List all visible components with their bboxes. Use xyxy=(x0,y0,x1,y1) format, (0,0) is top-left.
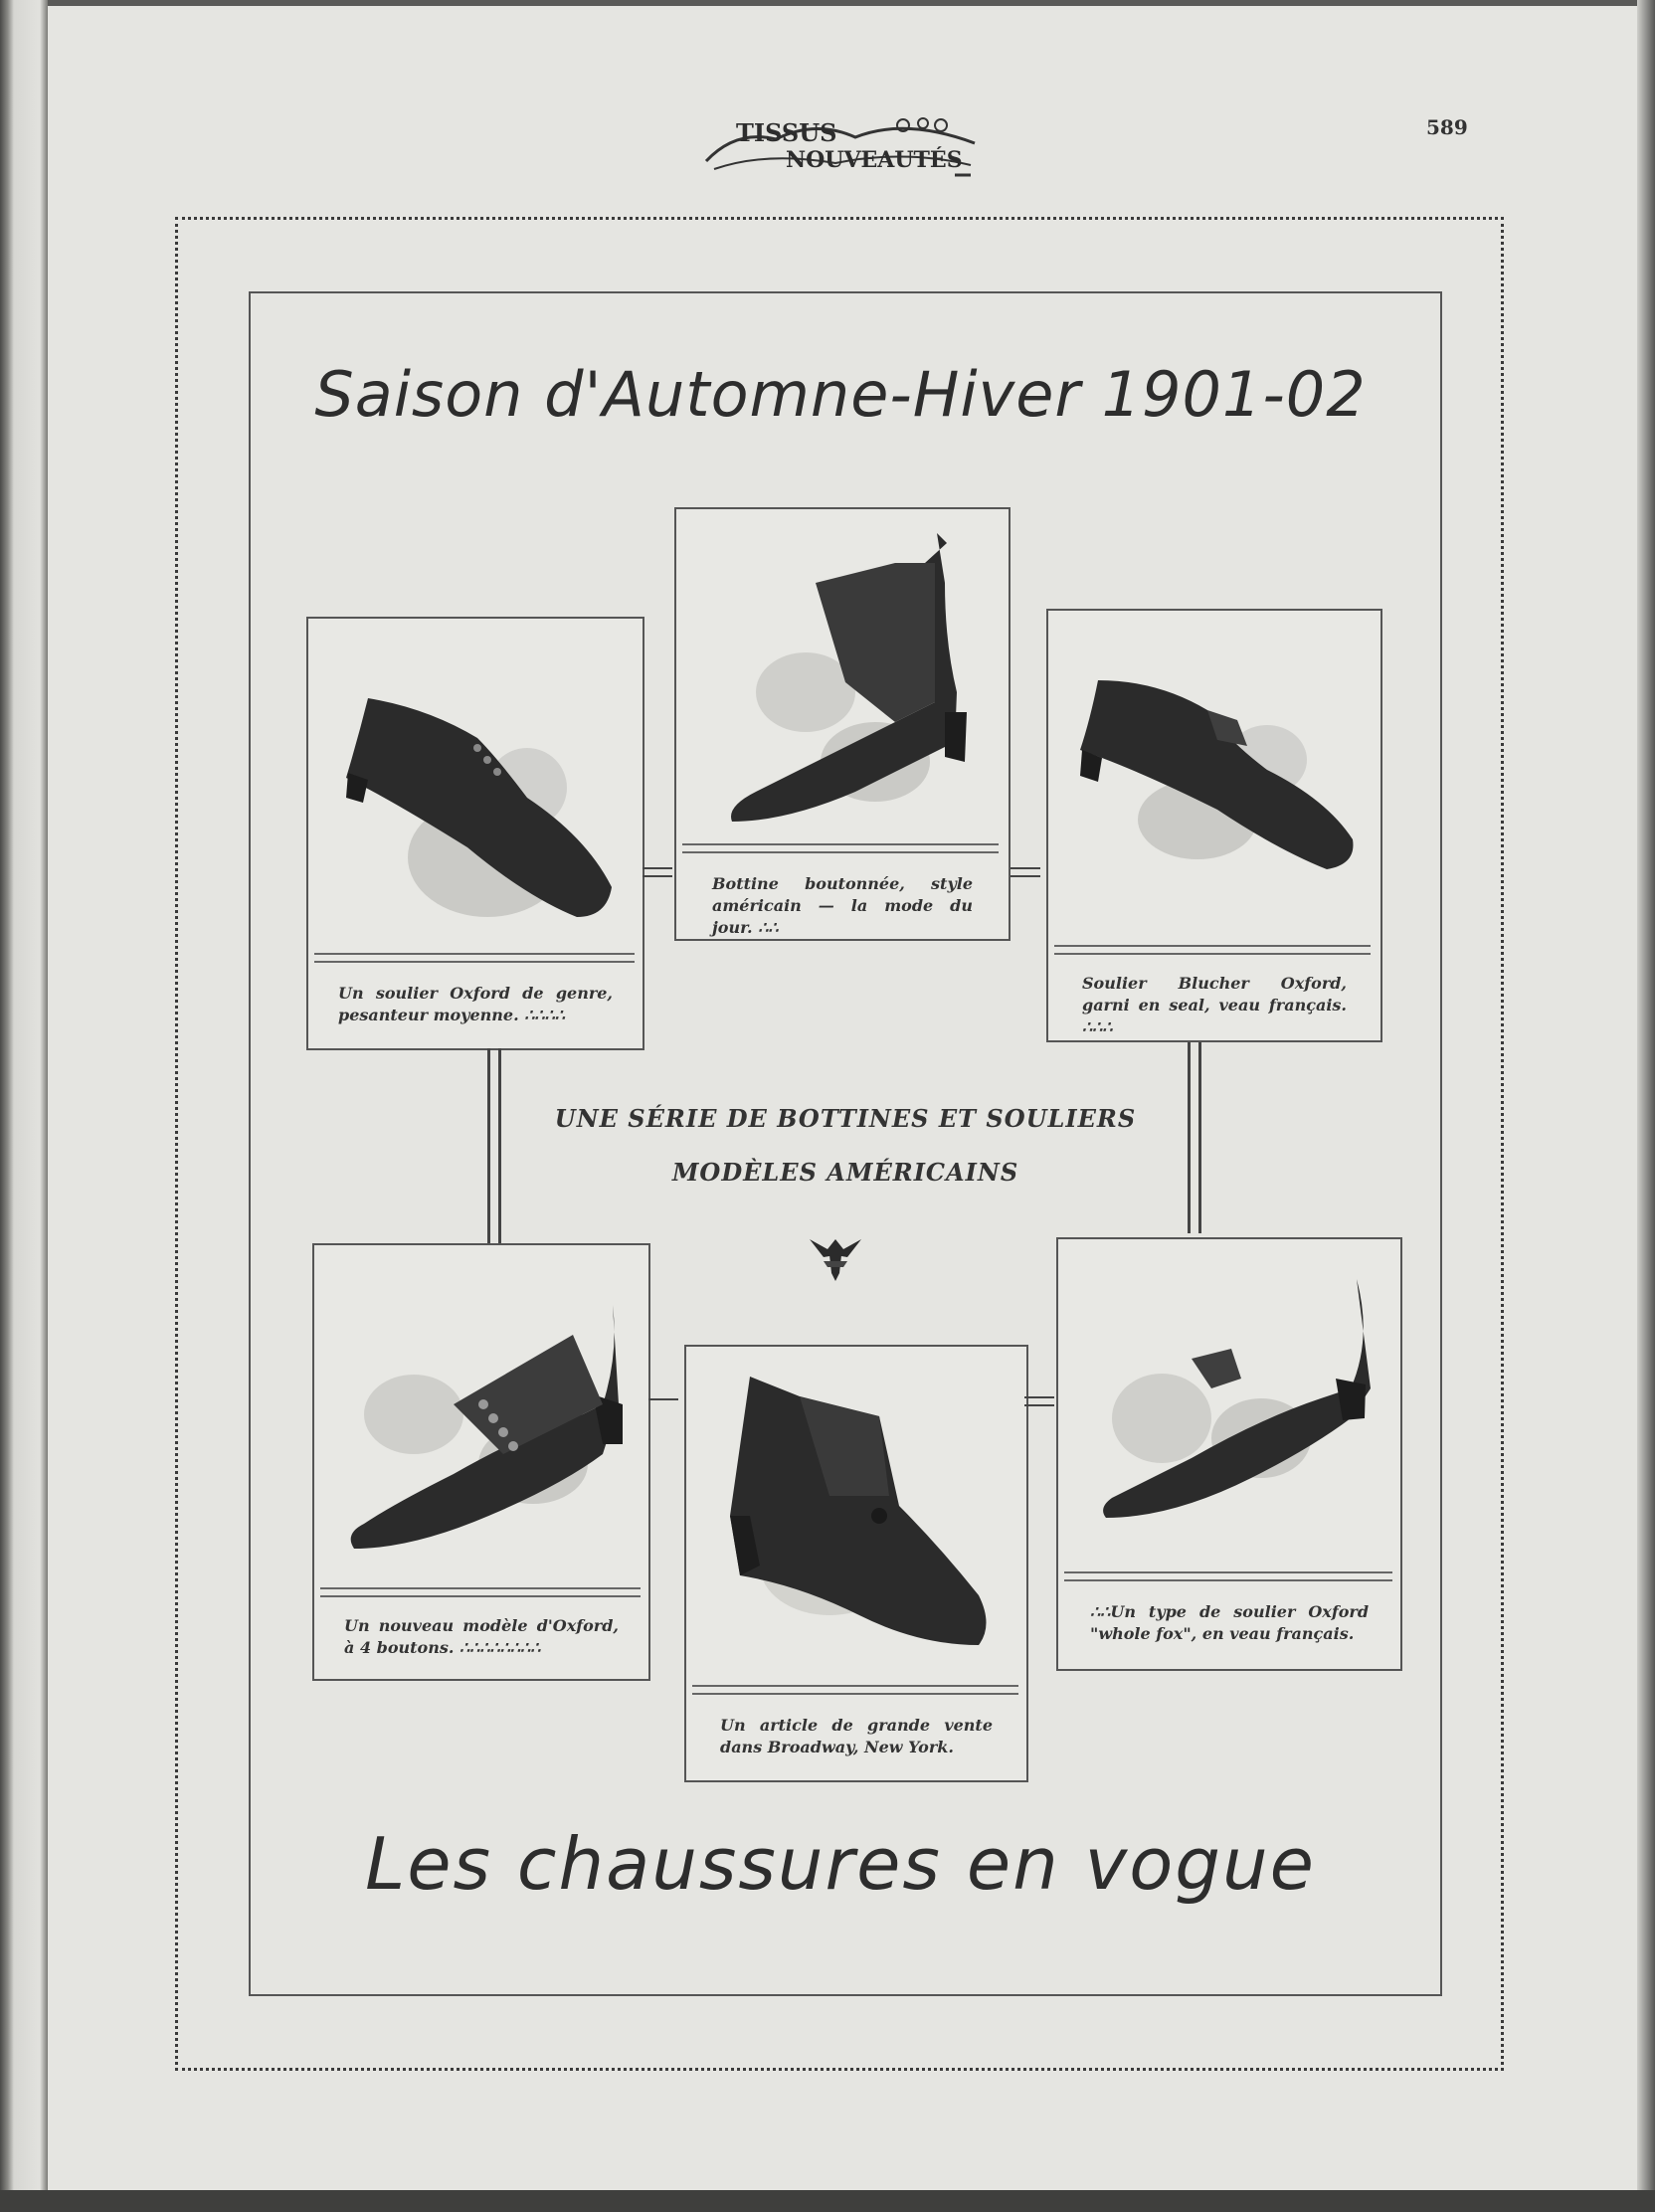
shoe-card-4 xyxy=(312,1243,650,1681)
caption-rule xyxy=(314,953,635,963)
caption-rule xyxy=(692,1685,1018,1695)
button-oxford-icon xyxy=(334,1295,629,1593)
page-number: 589 xyxy=(1426,115,1468,139)
lace-boot-icon xyxy=(710,1367,1003,1685)
shoe-card-2 xyxy=(674,507,1011,941)
page-right-edge xyxy=(1637,0,1655,2212)
series-heading-line1: UNE SÉRIE DE BOTTINES ET SOULIERS xyxy=(554,1104,1137,1133)
wholefox-shoe-icon xyxy=(1082,1269,1377,1567)
oxford-shoe-icon xyxy=(328,648,623,947)
series-heading-line2: MODÈLES AMÉRICAINS xyxy=(671,1158,1019,1187)
svg-text:NOUVEAUTÉS: NOUVEAUTÉS xyxy=(786,147,963,173)
caption-rule xyxy=(1064,1571,1392,1581)
button-boot-icon xyxy=(696,523,989,841)
connector-vertical xyxy=(487,1048,501,1243)
card-caption: Bottine boutonnée, style américain — la mode du jour. ∴∴ xyxy=(712,874,973,937)
caption-rule xyxy=(320,1587,641,1597)
shoe-card-3 xyxy=(1046,609,1382,1042)
card-caption: Un article de grande vente dans Broadway, New York. xyxy=(720,1716,993,1756)
blucher-shoe-icon xyxy=(1068,650,1361,949)
shoe-card-1 xyxy=(306,617,644,1050)
connector-equals xyxy=(643,867,672,877)
connector-equals xyxy=(1011,867,1040,877)
card-caption: Un nouveau modèle d'Oxford, à 4 boutons. ∴∴∴∴∴∴∴∴ xyxy=(344,1616,619,1657)
masthead-logo-art xyxy=(696,99,985,179)
footer-title: Les chaussures en vogue xyxy=(365,1822,1316,1906)
connector-equals xyxy=(1024,1396,1054,1406)
card-caption: ∴∴Un type de soulier Oxford "whole fox", en veau français. xyxy=(1090,1602,1369,1643)
masthead-lettering: TISSUS xyxy=(736,118,837,147)
shoe-card-5 xyxy=(684,1345,1028,1782)
season-title: Saison d'Automne-Hiver 1901-02 xyxy=(314,358,1367,431)
connector-single xyxy=(648,1398,678,1400)
connector-vertical xyxy=(1188,1042,1201,1233)
caption-rule xyxy=(1054,945,1371,955)
card-caption: Soulier Blucher Oxford, garni en seal, veau français. ∴∴∴ xyxy=(1082,974,1347,1036)
shoe-card-6 xyxy=(1056,1237,1402,1671)
eagle-icon xyxy=(808,1231,863,1283)
scan-bottom-band xyxy=(0,2190,1655,2212)
card-caption: Un soulier Oxford de genre, pesanteur moyenne. ∴∴∴∴ xyxy=(338,984,613,1024)
masthead-logo xyxy=(696,99,985,179)
caption-rule xyxy=(682,843,999,853)
book-gutter xyxy=(0,0,48,2212)
